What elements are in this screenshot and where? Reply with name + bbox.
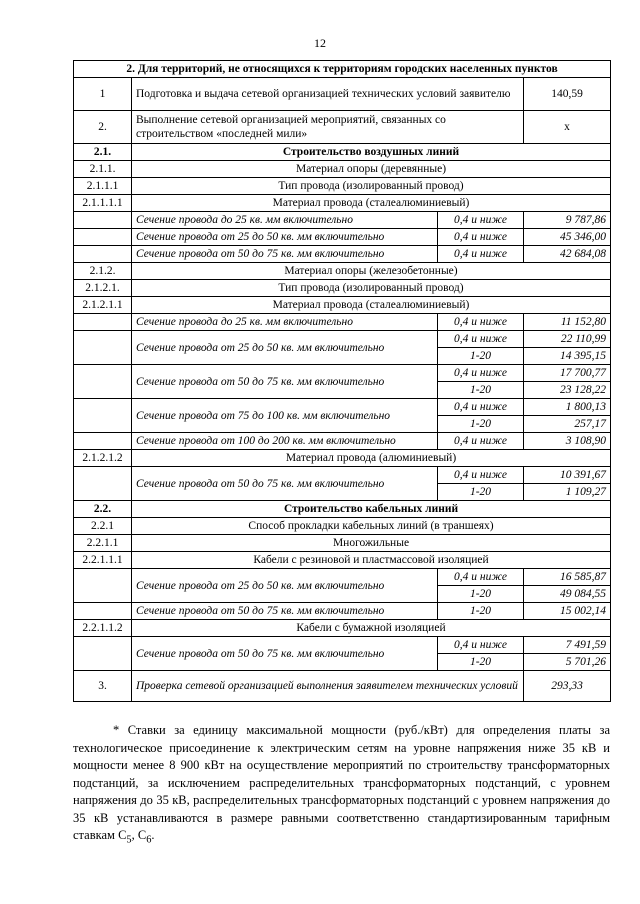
row-value: 15 002,14 — [524, 603, 611, 620]
row-number: 2.1.1.1 — [74, 178, 132, 195]
row-number: 2.1.2.1. — [74, 280, 132, 297]
row-text: Материал опоры (деревянные) — [132, 161, 611, 178]
row-label: Сечение провода от 50 до 75 кв. мм включительно — [132, 246, 438, 263]
row-voltage: 0,4 и ниже — [438, 246, 524, 263]
tariff-table — [73, 60, 611, 702]
row-number: 2.1.2.1.2 — [74, 450, 132, 467]
row-number: 2.1.1. — [74, 161, 132, 178]
row-value: 10 391,67 — [524, 467, 611, 484]
footnote — [73, 722, 610, 849]
row-voltage: 0,4 и ниже — [438, 637, 524, 654]
row-value: 16 585,87 — [524, 569, 611, 586]
row-label: Сечение провода от 25 до 50 кв. мм включительно — [132, 229, 438, 246]
row-text: Проверка сетевой организацией выполнения заявителем технических условий — [132, 671, 524, 702]
row-value: 14 395,15 — [524, 348, 611, 365]
row-text: Материал провода (алюминиевый) — [132, 450, 611, 467]
table-row — [74, 212, 611, 229]
table-row — [74, 280, 611, 297]
row-voltage: 1-20 — [438, 484, 524, 501]
table-row — [74, 467, 611, 484]
row-voltage: 0,4 и ниже — [438, 365, 524, 382]
row-number: 2.1.2. — [74, 263, 132, 280]
row-voltage: 0,4 и ниже — [438, 569, 524, 586]
page-number: 12 — [314, 36, 326, 50]
row-number: 3. — [74, 671, 132, 702]
footnote-end: . — [151, 828, 155, 842]
table-row — [74, 637, 611, 654]
row-voltage: 1-20 — [438, 586, 524, 603]
row-value: 7 491,59 — [524, 637, 611, 654]
row-voltage: 1-20 — [438, 416, 524, 433]
table-row — [74, 229, 611, 246]
row-text: Многожильные — [132, 535, 611, 552]
row-value: 23 128,22 — [524, 382, 611, 399]
row-voltage: 1-20 — [438, 603, 524, 620]
table-row — [74, 246, 611, 263]
table-row — [74, 365, 611, 382]
row-value: 11 152,80 — [524, 314, 611, 331]
row-number: 1 — [74, 78, 132, 111]
row-label: Сечение провода от 75 до 100 кв. мм включительно — [132, 399, 438, 433]
row-label: Сечение провода от 25 до 50 кв. мм включительно — [132, 331, 438, 365]
table-row — [74, 178, 611, 195]
row-label: Сечение провода от 50 до 75 кв. мм включительно — [132, 365, 438, 399]
row-label: Сечение провода от 50 до 75 кв. мм включительно — [132, 637, 438, 671]
row-voltage: 0,4 и ниже — [438, 212, 524, 229]
table-row — [74, 297, 611, 314]
row-value: 1 109,27 — [524, 484, 611, 501]
row-number: 2.1.2.1.1 — [74, 297, 132, 314]
row-number: 2.2.1.1.2 — [74, 620, 132, 637]
row-text: Материал провода (сталеалюминиевый) — [132, 297, 611, 314]
row-value: 293,33 — [524, 671, 611, 702]
row-text: Материал опоры (железобетонные) — [132, 263, 611, 280]
row-value: х — [524, 111, 611, 144]
row-value: 257,17 — [524, 416, 611, 433]
table-row — [74, 78, 611, 111]
section-header-row — [74, 61, 611, 78]
table-row — [74, 399, 611, 416]
row-number: 2.1.1.1.1 — [74, 195, 132, 212]
row-voltage: 0,4 и ниже — [438, 433, 524, 450]
footnote-paragraph — [73, 722, 610, 849]
table-row — [74, 263, 611, 280]
table-row — [74, 569, 611, 586]
row-label: Сечение провода до 25 кв. мм включительно — [132, 314, 438, 331]
section-title: Строительство кабельных линий — [132, 501, 611, 518]
table-row — [74, 552, 611, 569]
table-row — [74, 314, 611, 331]
row-label: Сечение провода от 50 до 75 кв. мм включительно — [132, 603, 438, 620]
footnote-separator: , С — [131, 828, 147, 842]
row-text: Выполнение сетевой организацией мероприятий, связанных со строительством «последней мили» — [132, 111, 524, 144]
row-text: Материал провода (сталеалюминиевый) — [132, 195, 611, 212]
row-voltage: 1-20 — [438, 382, 524, 399]
row-text: Кабели с бумажной изоляцией — [132, 620, 611, 637]
row-voltage: 0,4 и ниже — [438, 467, 524, 484]
row-text: Тип провода (изолированный провод) — [132, 280, 611, 297]
row-label: Сечение провода от 50 до 75 кв. мм включительно — [132, 467, 438, 501]
row-number: 2.2. — [74, 501, 132, 518]
row-text: Подготовка и выдача сетевой организацией технических условий заявителю — [132, 78, 524, 111]
row-number: 2.2.1 — [74, 518, 132, 535]
row-voltage: 1-20 — [438, 348, 524, 365]
table-row — [74, 518, 611, 535]
table-row — [74, 535, 611, 552]
table-row — [74, 671, 611, 702]
row-value: 3 108,90 — [524, 433, 611, 450]
row-value: 140,59 — [524, 78, 611, 111]
table-row — [74, 161, 611, 178]
row-number: 2.2.1.1 — [74, 535, 132, 552]
row-label: Сечение провода от 100 до 200 кв. мм включительно — [132, 433, 438, 450]
row-label: Сечение провода от 25 до 50 кв. мм включительно — [132, 569, 438, 603]
section-row — [74, 144, 611, 161]
row-text: Кабели с резиновой и пластмассовой изоляцией — [132, 552, 611, 569]
footnote-text: * Ставки за единицу максимальной мощности (руб./кВт) для определения платы за технологическое присоединение к электрическим сетям на уровне напряжения ниже 35 кВ и мощности менее 8 900 кВт на осуществление мероприятий по строительству трансформаторных подстанций, за исключением распределительных трансформаторных подстанций, с уровнем напряжения до 35 кВ, распределительных трансформаторных подстанций с уровнем напряжения до 35 кВ устанавливаются в размере равными соответственно стандартизированным тарифным ставкам С — [73, 723, 610, 842]
section-title: Строительство воздушных линий — [132, 144, 611, 161]
table-row — [74, 331, 611, 348]
row-text: Тип провода (изолированный провод) — [132, 178, 611, 195]
table-row — [74, 195, 611, 212]
table-row — [74, 620, 611, 637]
row-voltage: 0,4 и ниже — [438, 399, 524, 416]
section-header: 2. Для территорий, не относящихся к территориям городских населенных пунктов — [74, 61, 611, 78]
row-value: 42 684,08 — [524, 246, 611, 263]
table-row — [74, 450, 611, 467]
row-voltage: 1-20 — [438, 654, 524, 671]
row-text: Способ прокладки кабельных линий (в траншеях) — [132, 518, 611, 535]
row-label: Сечение провода до 25 кв. мм включительно — [132, 212, 438, 229]
table-row — [74, 603, 611, 620]
row-value: 5 701,26 — [524, 654, 611, 671]
row-value: 9 787,86 — [524, 212, 611, 229]
table-row — [74, 111, 611, 144]
row-number: 2.2.1.1.1 — [74, 552, 132, 569]
row-voltage: 0,4 и ниже — [438, 229, 524, 246]
row-number: 2.1. — [74, 144, 132, 161]
row-voltage: 0,4 и ниже — [438, 331, 524, 348]
row-number: 2. — [74, 111, 132, 144]
footnote-sub-5: 5 — [126, 834, 132, 846]
row-voltage: 0,4 и ниже — [438, 314, 524, 331]
row-value: 22 110,99 — [524, 331, 611, 348]
section-row — [74, 501, 611, 518]
footnote-sub-6: 6 — [146, 834, 152, 846]
table-row — [74, 433, 611, 450]
row-value: 45 346,00 — [524, 229, 611, 246]
row-value: 1 800,13 — [524, 399, 611, 416]
row-value: 17 700,77 — [524, 365, 611, 382]
row-value: 49 084,55 — [524, 586, 611, 603]
